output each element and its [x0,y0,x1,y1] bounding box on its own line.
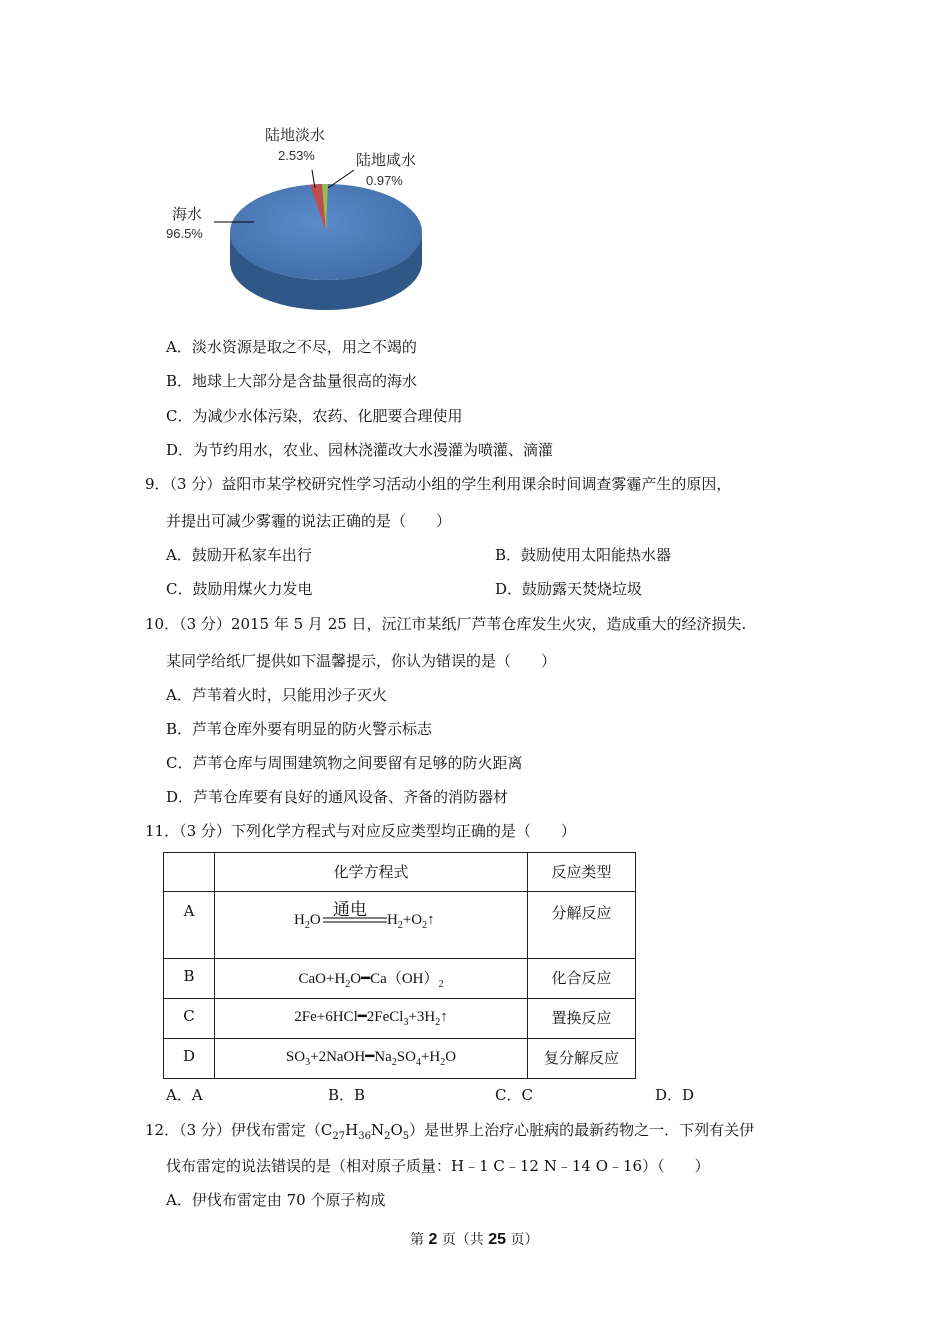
q9-option-d: D．鼓励露天焚烧垃圾 [495,580,643,598]
pie-label-salt: 陆地咸水 [356,151,417,169]
q11-option-c: C．C [495,1086,533,1104]
equals-sign [323,916,387,926]
q11-stem: 11．（3 分）下列化学方程式与对应反应类型均正确的是（ ） [145,822,576,840]
reaction-type: 复分解反应 [528,1039,636,1079]
q10-option-d: D．芦苇仓库要有良好的通风设备、齐备的消防器材 [166,788,509,806]
q9-stem-line2: 并提出可减少雾霾的说法正确的是（ ） [166,512,452,530]
pie-pct-sea: 96.5% [166,226,203,241]
equation-c: $2Fe+6HCl━2FeCl_3+3H_2↑$ [215,999,528,1039]
q10-stem-line2: 某同学给纸厂提供如下温馨提示，你认为错误的是（ ） [166,652,557,670]
reaction-type: 置换反应 [528,999,636,1039]
equation-b: $CaO+H_2O━Ca(OH)_2$ [215,959,528,999]
equation-table [163,852,636,1079]
row-label: C [164,999,215,1039]
q9-option-a: A．鼓励开私家车出行 [166,546,312,564]
q11-option-a: A．A [166,1086,203,1104]
q8-option-c: C．为减少水体污染，农药、化肥要合理使用 [166,407,463,425]
table-row [164,999,636,1039]
q12-stem-line1: 12．（3 分）伊伐布雷定$(C_{27}H_{36}N_2O_5)$是世界上治疗心脏病的最新药物之一．下列有关伊 [145,1121,755,1142]
page-footer: 第 2 页（共 25 页） [410,1231,539,1248]
q12-stem-line2: 伐布雷定的说法错误的是（相对原子质量：H﹣1 C﹣12 N﹣14 O﹣16）（ ） [166,1157,710,1175]
table-row [164,959,636,999]
q11-option-b: B．B [328,1086,366,1104]
q10-option-c: C．芦苇仓库与周围建筑物之间要留有足够的防火距离 [166,754,523,772]
table-header-empty [164,853,215,892]
pie-label-fresh: 陆地淡水 [265,126,326,144]
page-total: 25 [488,1231,507,1248]
q9-option-b: B．鼓励使用太阳能热水器 [495,546,672,564]
pie-label-sea: 海水 [172,205,203,223]
reaction-type: 化合反应 [528,959,636,999]
q10-stem-line1: 10．（3 分）2015 年 5 月 25 日，沅江市某纸厂芦苇仓库发生火灾，造成重大的经济损失. [145,615,747,633]
q8-option-b: B．地球上大部分是含盐量很高的海水 [166,372,418,390]
row-label: D [164,1039,215,1079]
equation-a: 通电 $H_2O$ $H_2+O_2↑$ [215,892,528,959]
q12-option-a: A．伊伐布雷定由 70 个原子构成 [166,1191,386,1209]
table-header-type: 反应类型 [528,853,636,892]
row-label: B [164,959,215,999]
reaction-type: 分解反应 [528,892,636,959]
pie-pct-fresh: 2.53% [278,148,315,163]
page-number: 2 [428,1231,438,1248]
pie-pct-salt: 0.97% [366,173,403,188]
q9-stem-line1: 9．（3 分）益阳市某学校研究性学习活动小组的学生利用课余时间调查雾霾产生的原因， [145,475,732,493]
q10-option-a: A．芦苇着火时，只能用沙子灭火 [166,686,387,704]
q9-option-c: C．鼓励用煤火力发电 [166,580,313,598]
equation-d: $SO_3+2NaOH━Na_2SO_4+H_2O$ [215,1039,528,1079]
q10-option-b: B．芦苇仓库外要有明显的防火警示标志 [166,720,433,738]
q8-option-d: D．为节约用水，农业、园林浇灌改大水漫灌为喷灌、滴灌 [166,441,554,459]
q8-option-a: A．淡水资源是取之不尽，用之不竭的 [166,338,417,356]
table-row [164,892,636,959]
equation-a-condition: 通电 [333,900,367,920]
table-header-equation: 化学方程式 [215,853,528,892]
table-row [164,1039,636,1079]
row-label: A [164,892,215,959]
q11-option-d: D．D [655,1086,695,1104]
